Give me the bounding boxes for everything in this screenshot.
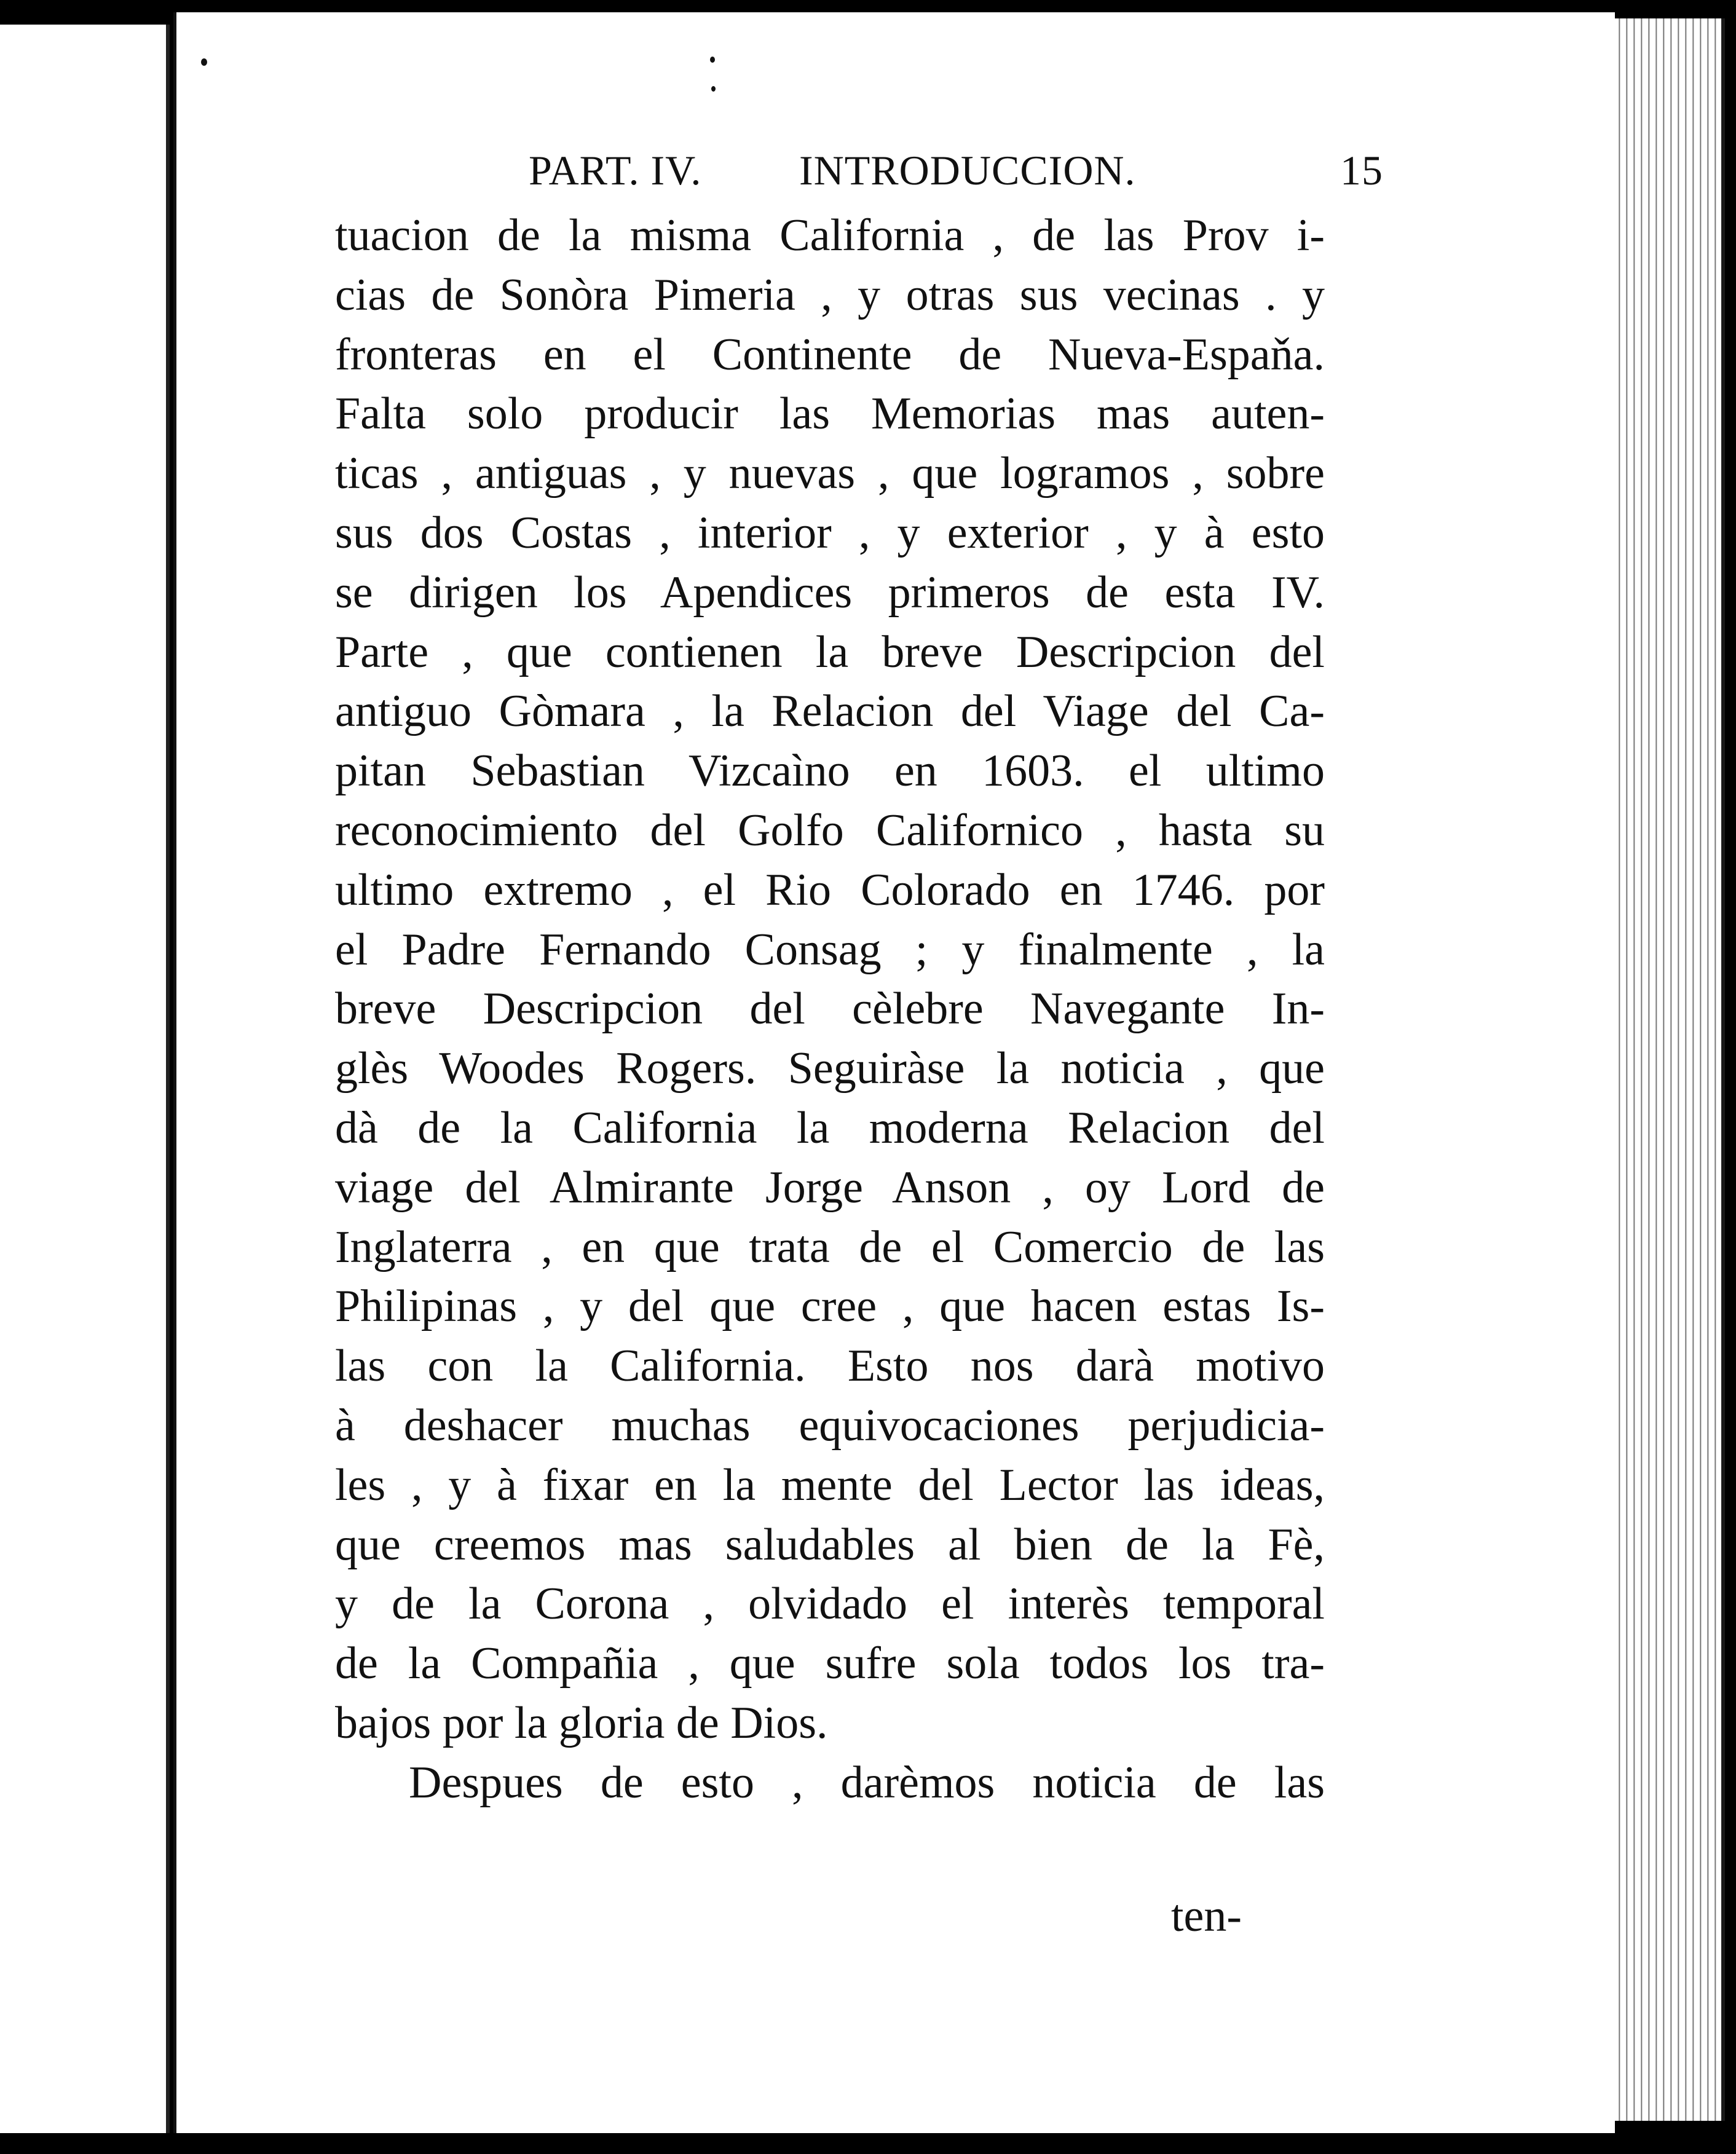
text-line: à deshacer muchas equivocaciones perjudicia- bbox=[335, 1400, 1325, 1451]
text-line: antiguo Gòmara , la Relacion del Viage del Ca- bbox=[335, 686, 1325, 737]
facing-page-edge bbox=[0, 25, 170, 2133]
text-line: y de la Corona , olvidado el interès temporal bbox=[335, 1579, 1325, 1630]
text-line: las con la California. Esto nos darà motivo bbox=[335, 1341, 1325, 1392]
ink-speck bbox=[201, 58, 207, 66]
text-line: glès Woodes Rogers. Seguiràse la noticia , que bbox=[335, 1043, 1325, 1094]
text-line: pitan Sebastian Vizcaìno en 1603. el ultimo bbox=[335, 746, 1325, 797]
text-line: Inglaterra , en que trata de el Comercio de las bbox=[335, 1221, 1325, 1272]
text-line: bajos por la gloria de Dios. bbox=[335, 1697, 828, 1748]
text-line: Philipinas , y del que cree , que hacen estas Is- bbox=[335, 1281, 1325, 1332]
text-line: viage del Almirante Jorge Anson , oy Lord de bbox=[335, 1162, 1325, 1213]
header-part: PART. IV. bbox=[529, 147, 702, 194]
ink-speck bbox=[710, 57, 715, 63]
text-line: se dirigen los Apendices primeros de esta IV. bbox=[335, 567, 1325, 618]
text-line: cias de Sonòra Pimeria , y otras sus vecinas . y bbox=[335, 269, 1325, 320]
book-fore-edge bbox=[1598, 18, 1725, 2121]
text-line: tuacion de la misma California , de las Prov i- bbox=[335, 210, 1325, 261]
text-line: Falta solo producir las Memorias mas auten- bbox=[335, 389, 1325, 440]
running-header bbox=[529, 146, 1383, 202]
text-line: Parte , que contienen la breve Descripcion del bbox=[335, 626, 1325, 677]
ink-speck bbox=[711, 86, 716, 92]
catchword: ten- bbox=[1171, 1891, 1242, 1941]
text-line: dà de la California la moderna Relacion del bbox=[335, 1102, 1325, 1153]
body-text bbox=[335, 206, 1325, 1813]
text-line-paragraph-start: Despues de esto , darèmos noticia de las bbox=[409, 1757, 1325, 1808]
page-number: 15 bbox=[1340, 147, 1383, 194]
text-line: les , y à fixar en la mente del Lector las ideas, bbox=[335, 1459, 1325, 1510]
text-line: de la Compañia , que sufre sola todos los tra- bbox=[335, 1638, 1325, 1689]
text-line: fronteras en el Continente de Nueva-Espaňa. bbox=[335, 329, 1325, 380]
text-line: el Padre Fernando Consag ; y finalmente , la bbox=[335, 924, 1325, 975]
header-title: INTRODUCCION. bbox=[799, 147, 1136, 194]
text-line: que creemos mas saludables al bien de la Fè, bbox=[335, 1519, 1325, 1570]
text-line: sus dos Costas , interior , y exterior , y à esto bbox=[335, 507, 1325, 558]
text-line: ultimo extremo , el Rio Colorado en 1746. por bbox=[335, 864, 1325, 915]
text-line: ticas , antiguas , y nuevas , que logramos , sobre bbox=[335, 448, 1325, 499]
text-line: reconocimiento del Golfo Californico , hasta su bbox=[335, 805, 1325, 856]
text-line: breve Descripcion del cèlebre Navegante In- bbox=[335, 984, 1325, 1035]
